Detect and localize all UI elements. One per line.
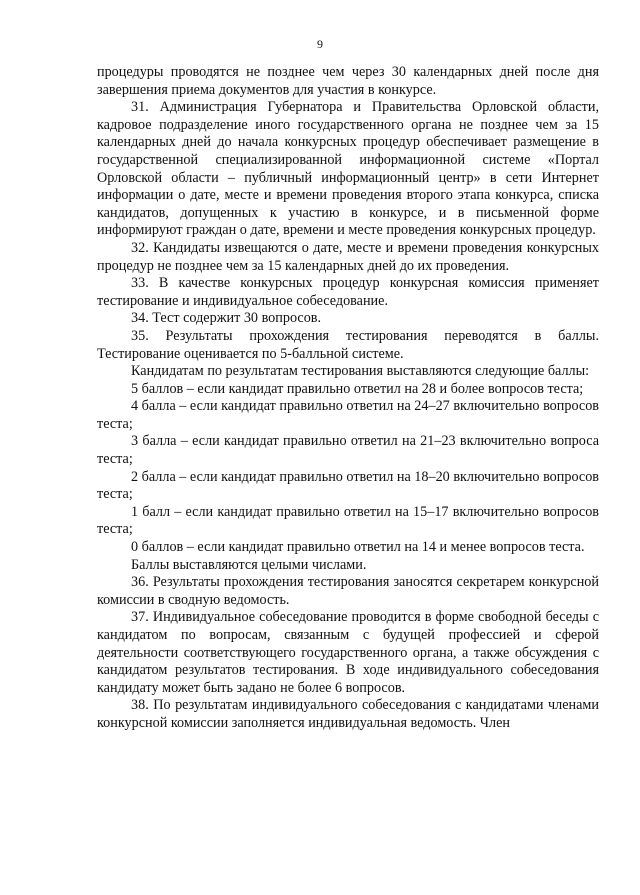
score-item-0: 0 баллов – если кандидат правильно ответил на 14 и менее вопросов теста. bbox=[131, 539, 585, 556]
page-number: 9 bbox=[317, 37, 323, 51]
paragraph-32: 32. Кандидаты извещаются о дате, месте и времени проведения конкурсных процедур не позднее чем за 15 календарных дней до их проведения. bbox=[97, 239, 599, 274]
score-item-4: 4 балла – если кандидат правильно ответил на 24–27 включительно вопросов теста; bbox=[97, 398, 599, 432]
paragraph-scoring-intro: Кандидатам по результатам тестирования выставляются следующие баллы: bbox=[131, 363, 590, 380]
paragraph-34: 34. Тест содержит 30 вопросов. bbox=[131, 310, 322, 327]
score-item-3: 3 балла – если кандидат правильно ответил на 21–23 включительно вопроса теста; bbox=[97, 433, 599, 468]
paragraph-integer-scores: Баллы выставляются целыми числами. bbox=[131, 556, 367, 573]
paragraph-38: 38. По результатам индивидуального собеседования с кандидатами членами конкурсной комиссии заполняется индивидуальная ведомость. Член bbox=[97, 697, 599, 731]
paragraph-continuation: процедуры проводятся не позднее чем через 30 календарных дней после дня завершения приема документов для участия в конкурсе. bbox=[97, 64, 599, 98]
paragraph-33: 33. В качестве конкурсных процедур конкурсная комиссия применяет тестирование и индивидуальное собеседование. bbox=[97, 275, 599, 309]
document-body bbox=[97, 64, 599, 733]
paragraph-36: 36. Результаты прохождения тестирования заносятся секретарем конкурсной комиссии в сводную ведомость. bbox=[97, 574, 599, 608]
score-item-2: 2 балла – если кандидат правильно ответил на 18–20 включительно вопросов теста; bbox=[97, 468, 599, 503]
score-item-5: 5 баллов – если кандидат правильно ответил на 28 и более вопросов теста; bbox=[131, 380, 584, 397]
paragraph-37: 37. Индивидуальное собеседование проводится в форме свободной беседы с кандидатом по вопросам, связанным с будущей профессией и сферой деятельности соответствующего государственного органа, а также обсуждения с кандидатом результатов тестирования. В ходе индивидуального собеседования кандидату может быть задано не более 6 вопросов. bbox=[97, 609, 599, 696]
paragraph-31: 31. Администрация Губернатора и Правительства Орловской области, кадровое подразделение иного государственного органа не позднее чем за 15 календарных дней до начала конкурсных процедур обеспечивает размещение в государственной специализированной информационной системе «Портал Орловской области – публичный информационный центр» в сети Интернет информации о дате, месте и времени проведения второго этапа конкурса, списка кандидатов, допущенных к участию в конкурсе, и в письменной форме информируют граждан о дате, времени и месте проведения конкурсных процедур. bbox=[97, 99, 599, 239]
score-item-1: 1 балл – если кандидат правильно ответил на 15–17 включительно вопросов теста; bbox=[97, 503, 599, 538]
paragraph-35: 35. Результаты прохождения тестирования переводятся в баллы. Тестирование оценивается по 5-балльной системе. bbox=[97, 327, 599, 362]
